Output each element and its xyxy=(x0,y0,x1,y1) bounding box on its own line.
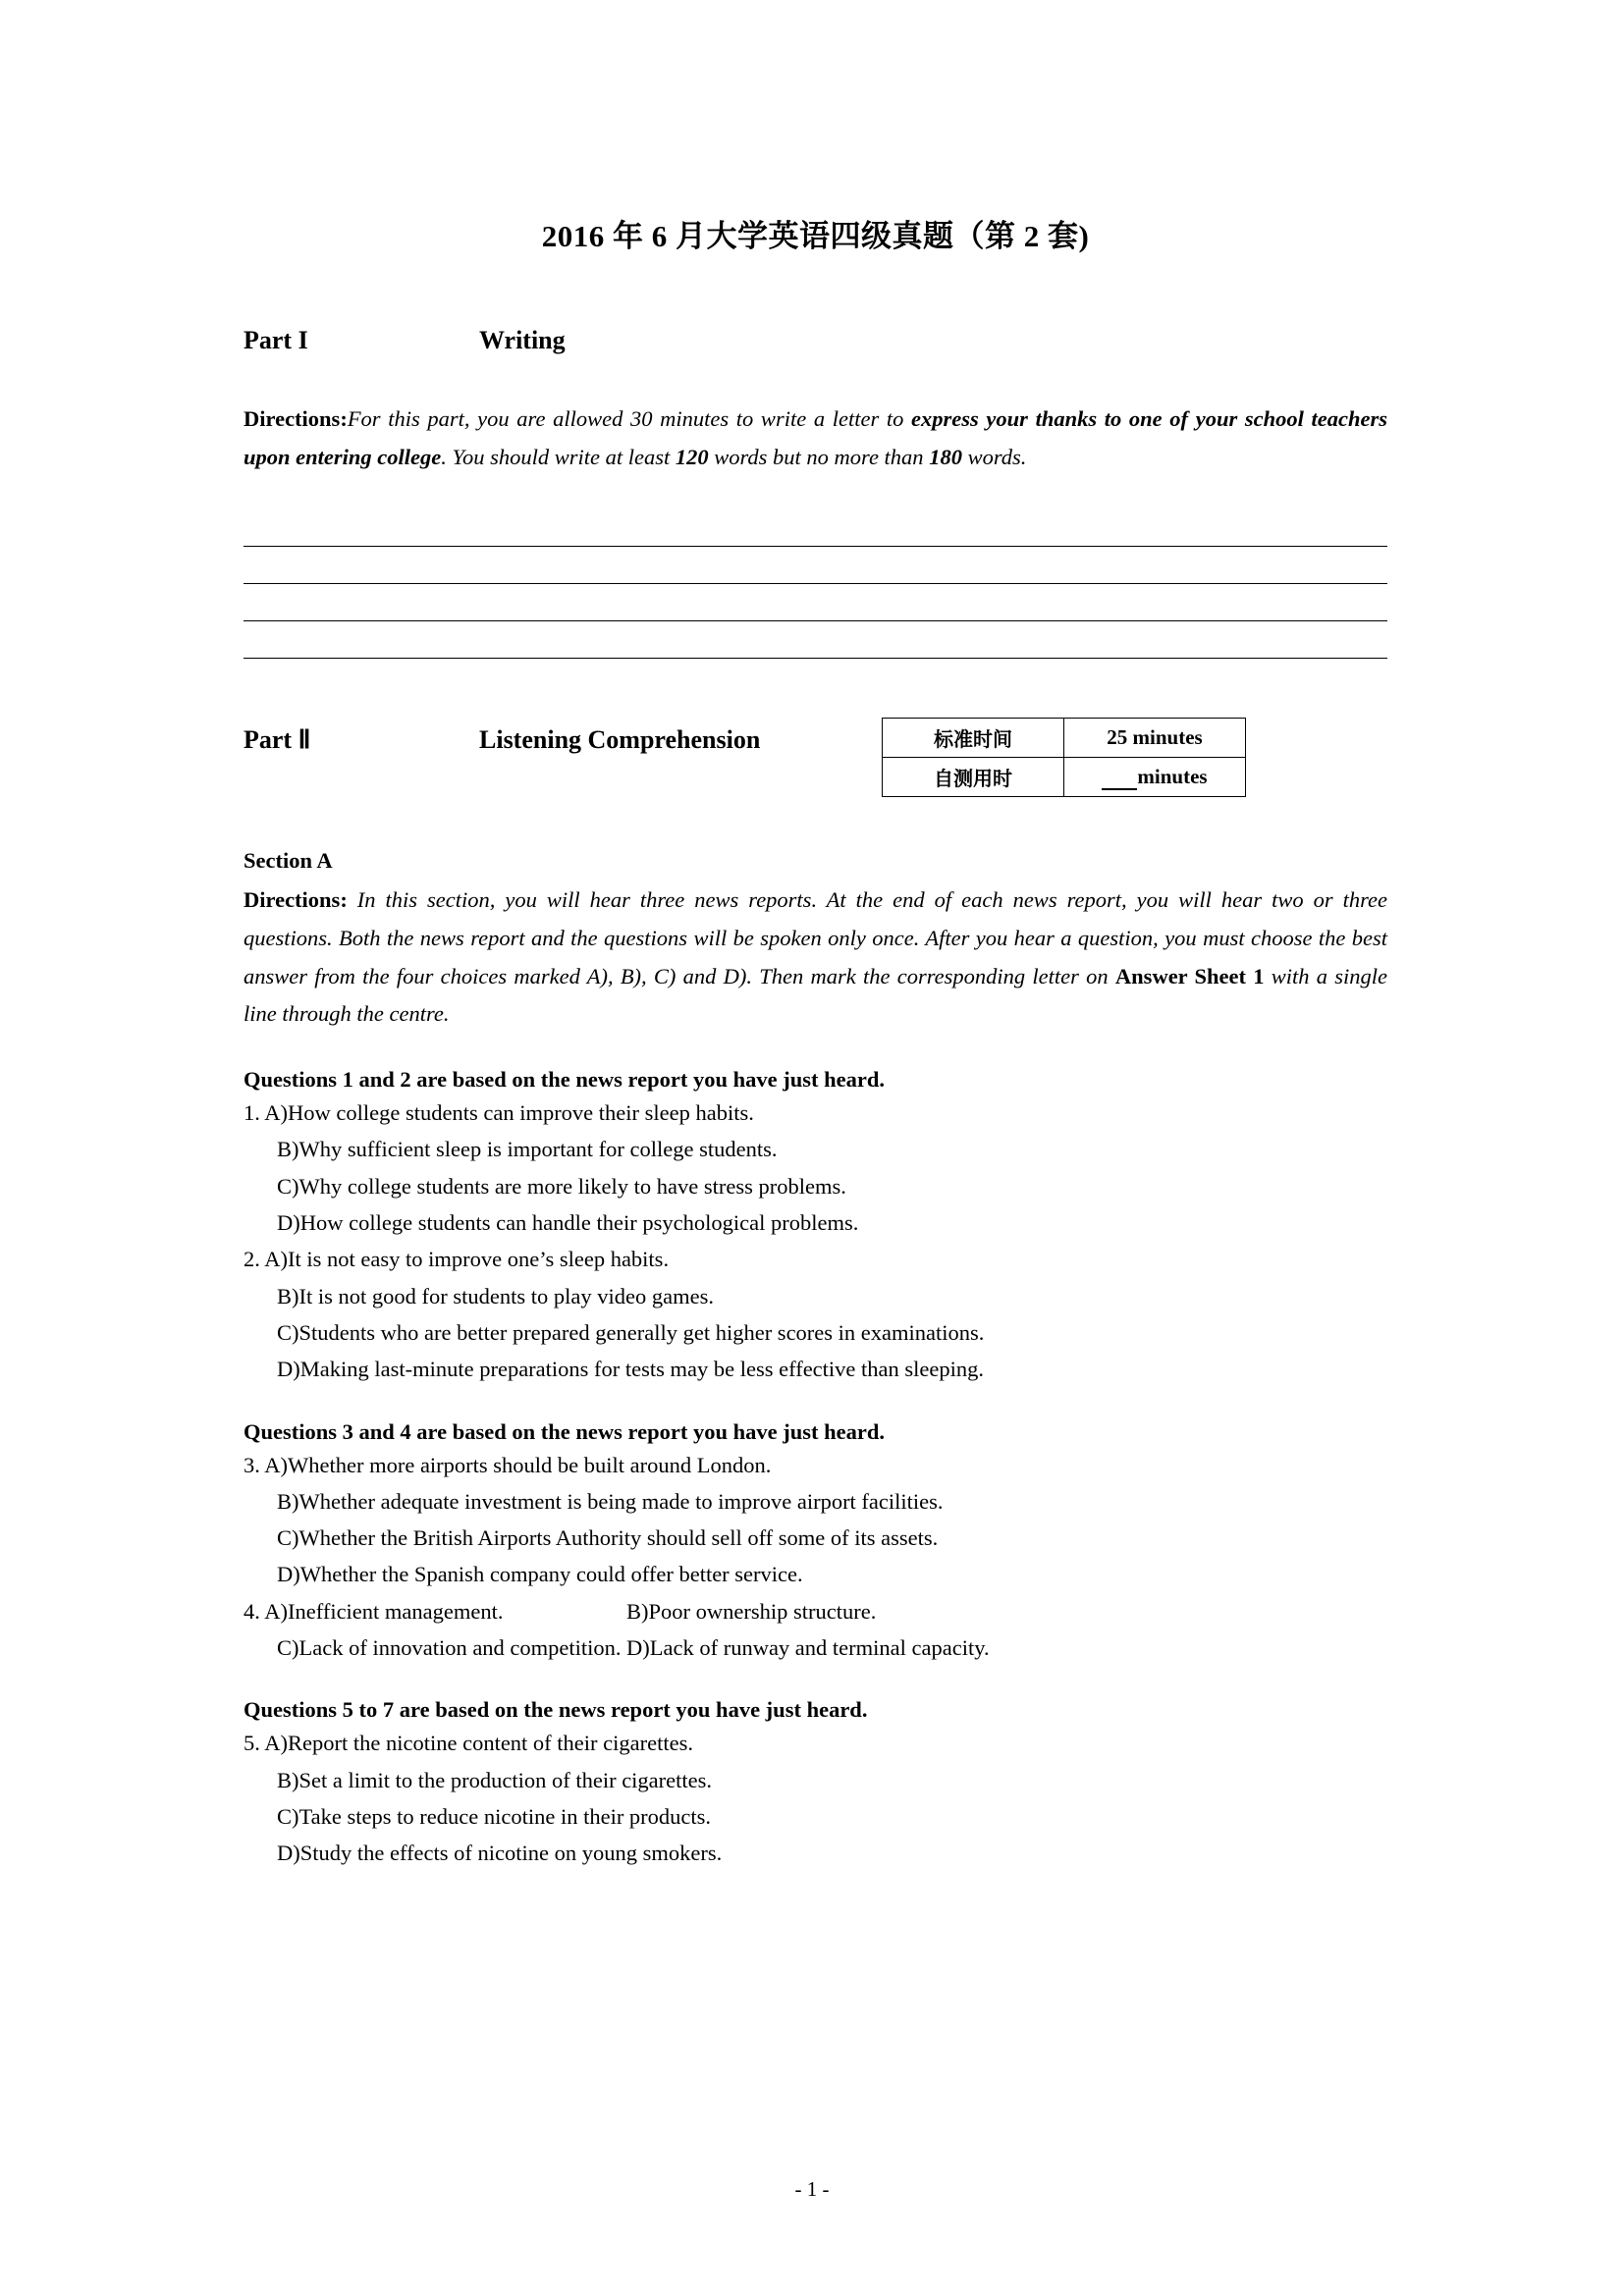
part2-label: Part Ⅱ xyxy=(244,725,311,755)
question-option[interactable]: B)Poor ownership structure. xyxy=(626,1598,877,1624)
question-number: 5. xyxy=(244,1731,260,1756)
question-number: 2. xyxy=(244,1247,260,1272)
answer-sheet-reference: Answer Sheet 1 xyxy=(1114,963,1265,988)
part1-directions-bold-2: 120 xyxy=(675,444,709,469)
question-number: 3. xyxy=(244,1452,260,1477)
section-a-title: Section A xyxy=(244,848,333,874)
part1-label: Part I xyxy=(244,326,308,354)
self-time-label: 自测用时 xyxy=(883,758,1064,797)
question-option[interactable]: C)Take steps to reduce nicotine in their products. xyxy=(277,1803,712,1829)
part1-directions-bold-1: express your thanks to one of your school teachers upon entering college xyxy=(244,406,1388,469)
writing-line[interactable] xyxy=(244,509,1387,547)
question-option[interactable]: B)Why sufficient sleep is important for college students. xyxy=(277,1137,778,1162)
writing-line[interactable] xyxy=(244,621,1387,659)
section-a-directions-text-2: with a single line through the centre. xyxy=(244,963,1388,1027)
option-text: A)It is not easy to improve one’s sleep habits. xyxy=(264,1247,670,1272)
writing-line[interactable] xyxy=(244,584,1387,621)
option-text: A)Report the nicotine content of their cigarettes. xyxy=(264,1731,693,1756)
part1-directions-text-1: For this part, you are allowed 30 minutes to write a letter to xyxy=(347,406,912,431)
question-option[interactable]: B)Whether adequate investment is being made to improve airport facilities. xyxy=(277,1488,944,1514)
section-a-directions-label: Directions: xyxy=(244,887,348,913)
self-time-blank[interactable] xyxy=(1102,765,1137,790)
part1-directions-text-3: words but no more than xyxy=(708,444,930,469)
question-option[interactable]: C)Students who are better prepared generally get higher scores in examinations. xyxy=(277,1319,985,1345)
part1-header xyxy=(244,326,1387,355)
question-option[interactable] xyxy=(244,1243,1387,1275)
option-text: A)Whether more airports should be built around London. xyxy=(264,1452,772,1477)
question-group-heading: Questions 3 and 4 are based on the news report you have just heard. xyxy=(244,1418,885,1444)
part1-directions-label: Directions: xyxy=(244,406,348,431)
option-text: A)Inefficient management. xyxy=(264,1598,504,1624)
question-option-row xyxy=(244,1631,1387,1664)
question-option[interactable]: C)Why college students are more likely to have stress problems. xyxy=(277,1173,846,1199)
part1-name: Writing xyxy=(479,326,566,354)
question-option[interactable] xyxy=(244,1096,1387,1129)
page-content xyxy=(244,0,1387,1869)
timing-table xyxy=(882,718,1246,797)
question-option[interactable]: B)It is not good for students to play video games. xyxy=(277,1283,714,1308)
self-time-unit: minutes xyxy=(1137,765,1208,789)
question-group-heading: Questions 1 and 2 are based on the news report you have just heard. xyxy=(244,1067,885,1093)
question-option[interactable] xyxy=(244,1727,1387,1759)
part2-header xyxy=(244,718,1387,797)
question-option[interactable]: B)Set a limit to the production of their cigarettes. xyxy=(277,1767,713,1792)
question-option[interactable] xyxy=(244,1595,626,1628)
table-row xyxy=(883,758,1246,797)
page-number: - 1 - xyxy=(794,2177,830,2201)
question-option[interactable]: C)Whether the British Airports Authority should sell off some of its assets. xyxy=(277,1525,939,1551)
question-group-heading: Questions 5 to 7 are based on the news report you have just heard. xyxy=(244,1697,868,1723)
question-option[interactable]: D)Study the effects of nicotine on young smokers. xyxy=(277,1841,723,1866)
part2-name: Listening Comprehension xyxy=(479,725,761,755)
question-number: 1. xyxy=(244,1100,260,1126)
writing-line[interactable] xyxy=(244,547,1387,584)
page-title: 2016 年 6 月大学英语四级真题（第 2 套) xyxy=(541,219,1090,253)
part1-directions-text-2: . You should write at least xyxy=(441,444,676,469)
question-option[interactable]: D)Making last-minute preparations for tests may be less effective than sleeping. xyxy=(277,1357,984,1382)
question-option[interactable]: D)Whether the Spanish company could offer better service. xyxy=(277,1562,803,1587)
standard-time-label: 标准时间 xyxy=(883,719,1064,758)
table-row xyxy=(883,719,1246,758)
question-number: 4. xyxy=(244,1598,260,1624)
part1-directions xyxy=(244,400,1387,476)
standard-time-value: 25 minutes xyxy=(1064,719,1246,758)
writing-answer-area[interactable] xyxy=(244,509,1387,659)
part1-directions-bold-3: 180 xyxy=(929,444,962,469)
question-option-row xyxy=(244,1595,1387,1628)
option-text: A)How college students can improve their sleep habits. xyxy=(264,1100,754,1126)
question-option[interactable]: C)Lack of innovation and competition. xyxy=(277,1634,622,1660)
question-option[interactable] xyxy=(244,1449,1387,1481)
question-option[interactable]: D)Lack of runway and terminal capacity. xyxy=(626,1634,990,1660)
question-option[interactable]: D)How college students can handle their psychological problems. xyxy=(277,1210,859,1236)
self-time-value[interactable] xyxy=(1064,758,1246,797)
section-a-directions-text-1: In this section, you will hear three news reports. At the end of each news report, you will hear two or three questions. Both the news report and the questions will be spoken only once. After you hear a question, you must choose the best answer from the four choices marked A), B), C) and D). Then mark the corresponding letter on xyxy=(244,887,1387,988)
part1-directions-text-4: words. xyxy=(961,444,1027,469)
section-a-directions xyxy=(244,881,1387,1034)
